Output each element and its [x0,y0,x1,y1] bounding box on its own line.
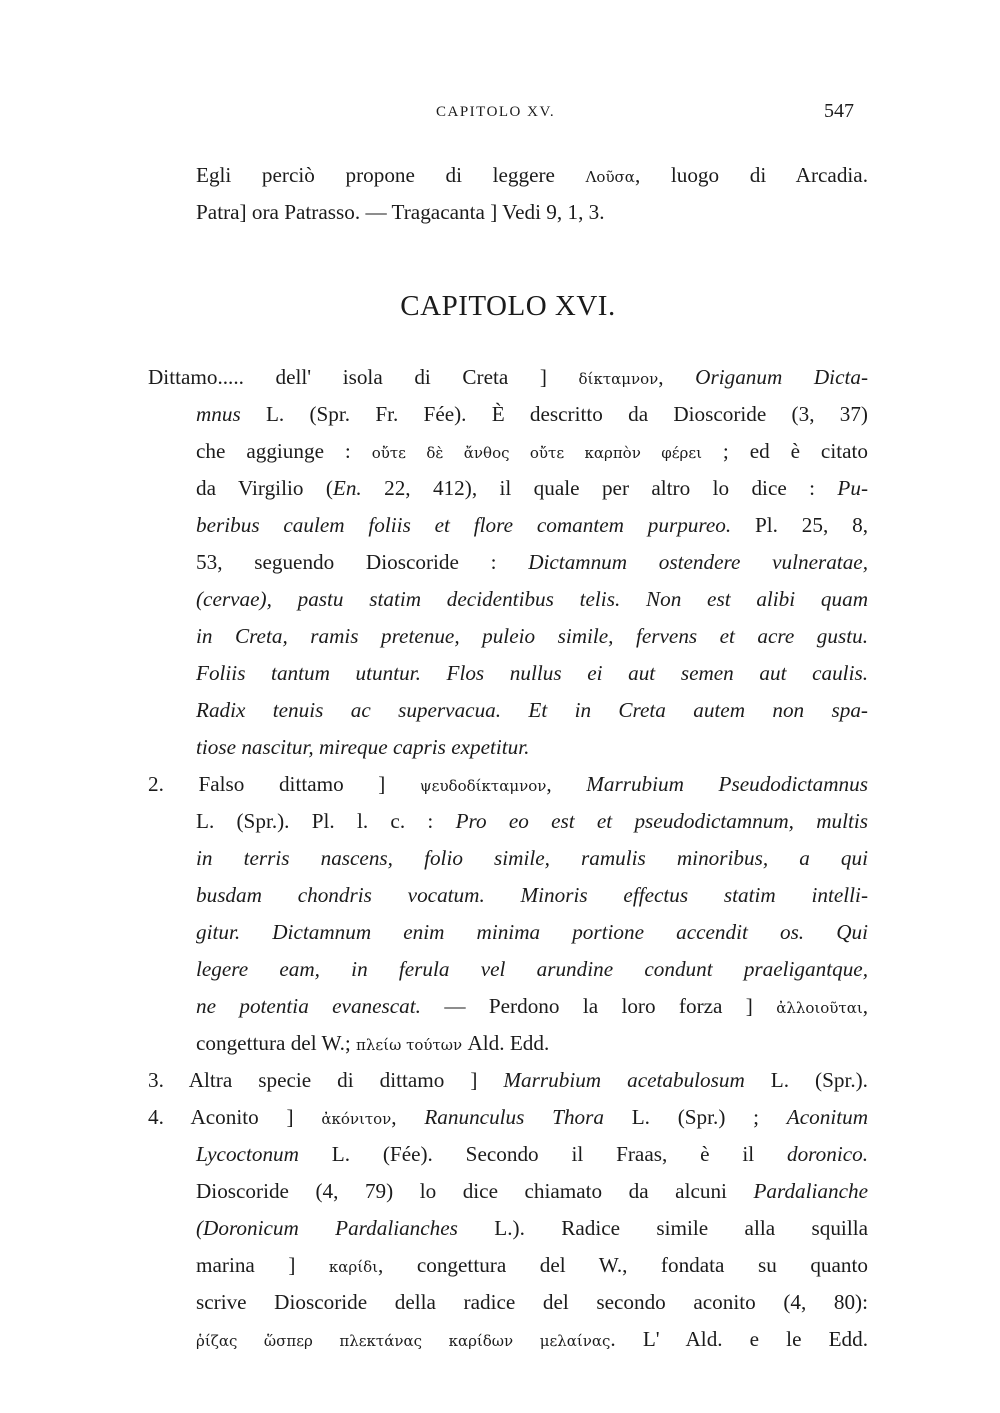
entry-dittamo-line: Dittamo..... dell' isola di Creta ] δίκταμνον, Origanum Dicta- [148,365,869,389]
entry-falso-dittamo-line: congettura del W.; πλείω τούτων Ald. Edd. [196,1031,550,1055]
entry-aconito-line: 4. Aconito ] ἀκόνιτον, Ranunculus Thora L. (Spr.) ; Aconitum [148,1105,868,1129]
body-text [148,157,868,1358]
entry-aconito-line: marina ] καρίδι, congettura del W., fondata su quanto [196,1253,868,1277]
entry-dittamo-line: da Virgilio (En. 22, 412), il quale per altro lo dice : Pu- [196,476,869,500]
entry-dittamo-line: Radix tenuis ac supervacua. Et in Creta autem non spa- [196,698,868,722]
entry-aconito-line: Dioscoride (4, 79) lo dice chiamato da alcuni Pardalianche [196,1179,868,1203]
entry-altra-specie-line: 3. Altra specie di dittamo ] Marrubium acetabulosum L. (Spr.). [148,1068,868,1092]
entry-falso-dittamo-line: legere eam, in ferula vel arundine condunt praeligantque, [196,957,868,981]
entry-falso-dittamo-line: gitur. Dictamnum enim minima portione accendit os. Qui [196,920,868,944]
entry-dittamo-line: beribus caulem foliis et flore comantem purpureo. Pl. 25, 8, [196,513,868,537]
entry-aconito-line: (Doronicum Pardalianches L.). Radice simile alla squilla [196,1216,868,1240]
running-title: CAPITOLO XV. [436,104,556,120]
entry-falso-dittamo-line: in terris nascens, folio simile, ramulis minoribus, a qui [196,846,868,870]
intro-line-1: Egli perciò propone di leggere Λοῦσα, luogo di Arcadia. [196,163,868,187]
entry-dittamo-line: (cervae), pastu statim decidentibus telis. Non est alibi quam [196,587,868,611]
entry-aconito-line: ῥίζας ὥσπερ πλεκτάνας καρίδων μελαίνας. L' Ald. e le Edd. [196,1327,868,1351]
entry-dittamo-line: mnus L. (Spr. Fr. Fée). È descritto da Dioscoride (3, 37) [196,402,868,426]
entry-dittamo-line: 53, seguendo Dioscoride : Dictamnum ostendere vulneratae, [196,550,868,574]
entry-dittamo-line: tiose nascitur, mireque capris expetitur. [196,735,530,759]
entry-falso-dittamo-line: ne potentia evanescat. — Perdono la loro forza ] ἀλλοιοῦται, [196,994,869,1018]
intro-line-2: Patra] ora Patrasso. — Tragacanta ] Vedi 9, 1, 3. [196,200,605,224]
entry-aconito-line: scrive Dioscoride della radice del secondo aconito (4, 80): [196,1290,868,1314]
running-head [196,100,854,128]
entry-falso-dittamo-line: busdam chondris vocatum. Minoris effectus statim intelli- [196,883,868,907]
entry-dittamo-line: Foliis tantum utuntur. Flos nullus ei aut semen aut caulis. [196,661,868,685]
entry-aconito-line: Lycoctonum L. (Fée). Secondo il Fraas, è il doronico. [196,1142,868,1166]
entry-falso-dittamo-line: 2. Falso dittamo ] ψευδοδίκταμνον, Marrubium Pseudodictamnus [148,772,868,796]
chapter-title: CAPITOLO XVI. [400,290,616,322]
entry-dittamo-line: in Creta, ramis pretenue, puleio simile, fervens et acre gustu. [196,624,868,648]
entry-falso-dittamo-line: L. (Spr.). Pl. l. c. : Pro eo est et pseudodictamnum, multis [196,809,868,833]
entry-dittamo-line: che aggiunge : οὔτε δὲ ἄνθος οὔτε καρπὸν φέρει ; ed è citato [196,439,868,463]
page-number: 547 [824,100,854,122]
